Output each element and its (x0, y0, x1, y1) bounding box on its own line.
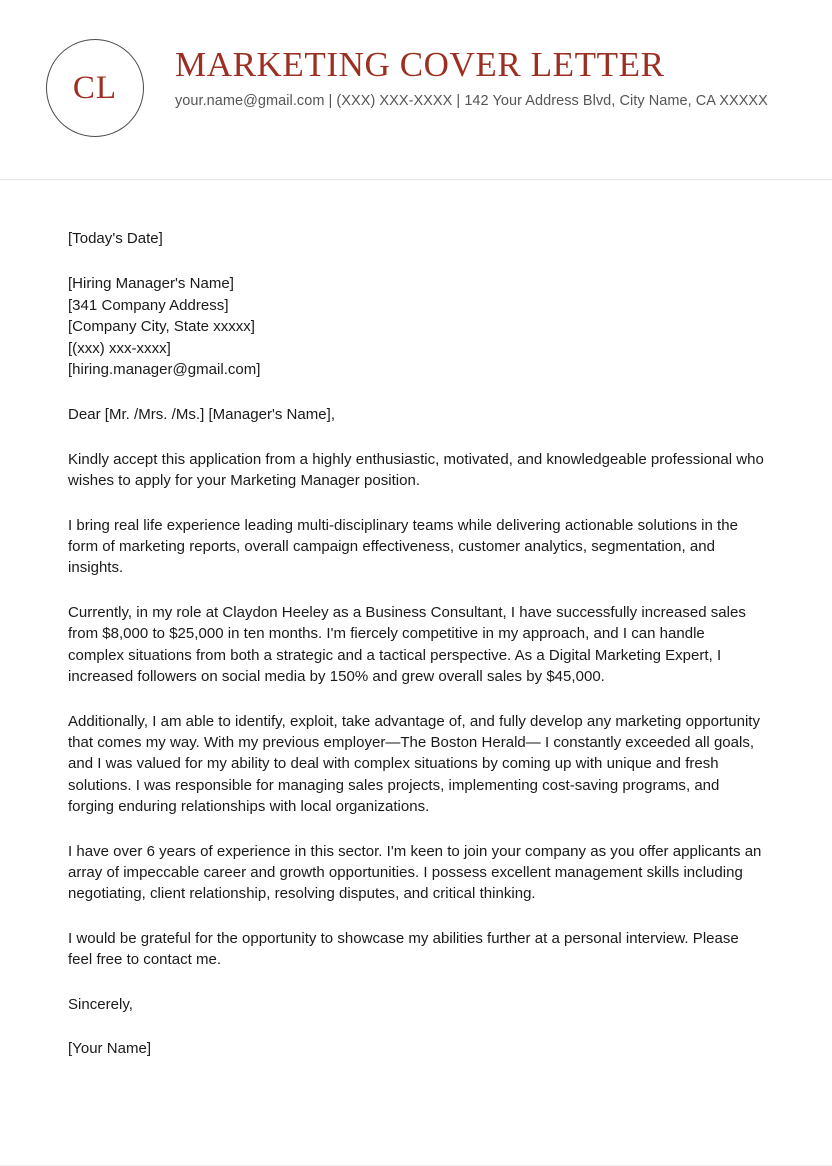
signature-name: [Your Name] (68, 1039, 152, 1057)
monogram-initials: CL (72, 69, 118, 106)
contact-info-line: your.name@gmail.com | (XXX) XXX-XXXX | 142 Your Address Blvd, City Name, CA XXXXX (175, 92, 768, 109)
body-paragraph: Additionally, I am able to identify, exploit, take advantage of, and fully develop any marketing opportunity that comes my way. With my previous employer—The Boston Herald— I constantly exceeded all goals, and I was valued for my ability to deal with complex situations by coming up with unique and fresh solutions. I was responsible for managing sales projects, implementing cost-saving programs, and forging enduring relationships with local organizations. (68, 712, 761, 816)
body-paragraph: I have over 6 years of experience in this sector. I'm keen to join your company as you offer applicants an array of impeccable career and growth opportunities. I possess excellent management skills including negotiating, client relationship, resolving disputes, and critical thinking. (68, 842, 762, 903)
letter-date: [Today's Date] (68, 230, 163, 247)
header-text-group (144, 38, 786, 110)
header-divider (0, 179, 832, 180)
salutation: Dear [Mr. /Mrs. /Ms.] [Manager's Name], (68, 406, 336, 424)
body-paragraph: I bring real life experience leading multi-disciplinary teams while delivering actionable solutions in the form of marketing reports, overall campaign effectiveness, customer analytics, segmentation, and insights. (68, 516, 738, 577)
body-paragraph: Kindly accept this application from a highly enthusiastic, motivated, and knowledgeable professional who wishes to apply for your Marketing Manager position. (68, 450, 764, 490)
letter-header (0, 0, 832, 137)
monogram-badge (46, 39, 144, 137)
recipient-line: [(xxx) xxx-xxxx] (68, 339, 171, 357)
page-title: MARKETING COVER LETTER (175, 45, 665, 84)
letter-body (0, 228, 832, 1059)
recipient-line: [Company City, State xxxxx] (68, 318, 255, 336)
recipient-line: [hiring.manager@gmail.com] (68, 361, 261, 379)
body-paragraph: Currently, in my role at Claydon Heeley as a Business Consultant, I have successfully increased sales from $8,000 to $25,000 in ten months. I'm fiercely competitive in my approach, and I can handle complex situations from both a strategic and a tactical perspective. As a Digital Marketing Expert, I increased followers on social media by 150% and grew overall sales by $45,000. (68, 603, 746, 686)
signoff: Sincerely, (68, 995, 133, 1013)
recipient-address-block (68, 273, 764, 380)
body-paragraph: I would be grateful for the opportunity to showcase my abilities further at a personal interview. Please feel free to contact me. (68, 929, 739, 969)
recipient-line: [Hiring Manager's Name] (68, 275, 234, 293)
recipient-line: [341 Company Address] (68, 296, 229, 314)
